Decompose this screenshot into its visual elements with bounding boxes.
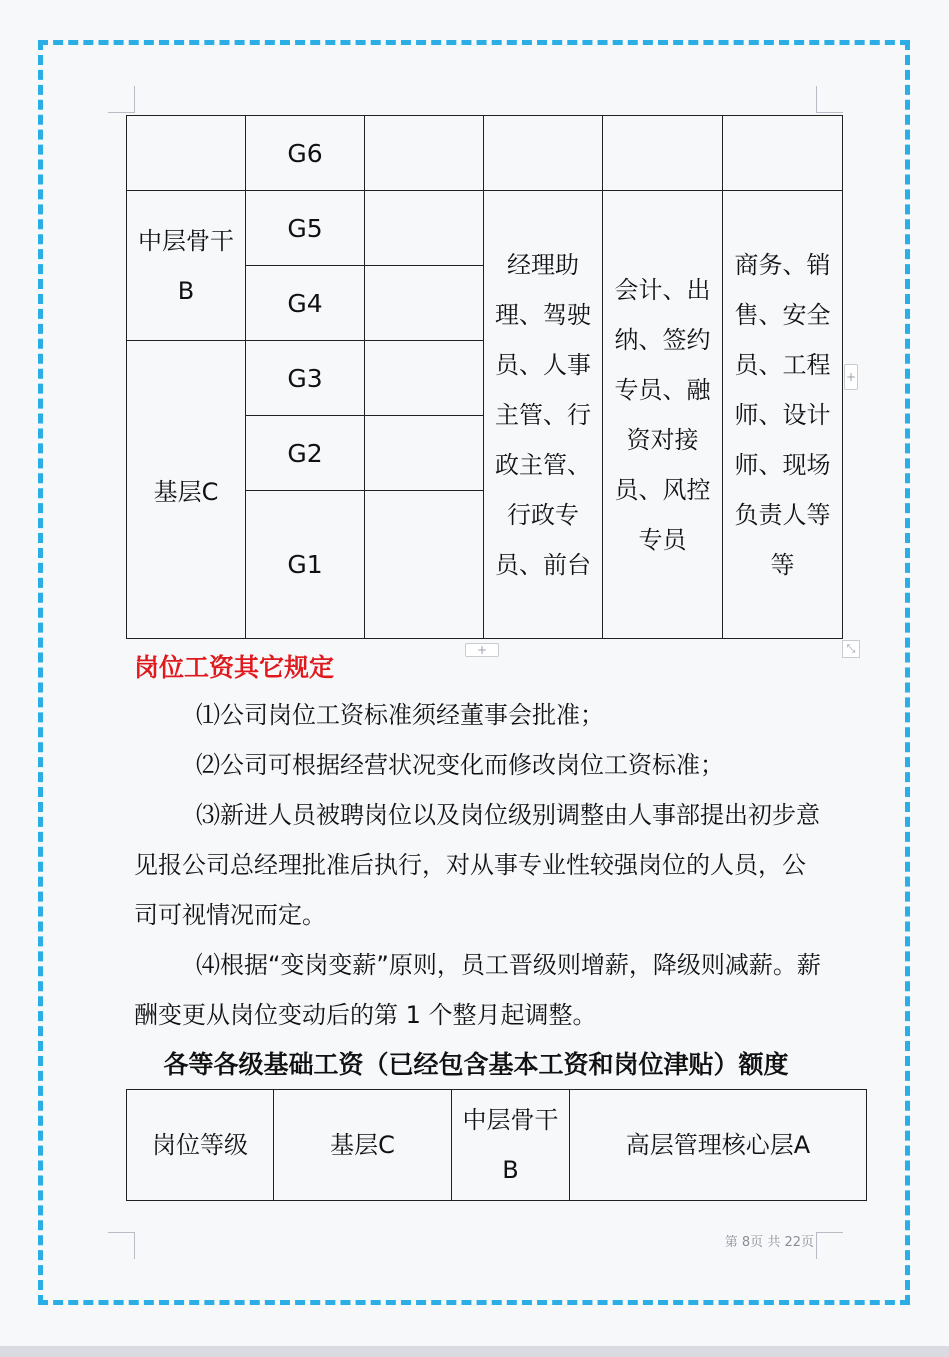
crop-mark-bottom-right <box>816 1232 843 1259</box>
positions-cell-2: 会计、出纳、签约专员、融资对接员、风控专员 <box>603 191 723 639</box>
empty-cell <box>723 116 843 191</box>
paragraph-3: ⑶新进人员被聘岗位以及岗位级别调整由人事部提出初步意见报公司总经理批准后执行，对从事专业性较强岗位的人员，公司可视情况而定。 <box>134 801 820 929</box>
grade-cell: G4 <box>246 266 365 341</box>
paragraph-2: ⑵公司可根据经营状况变化而修改岗位工资标准； <box>196 751 724 779</box>
crop-mark-top-left <box>108 86 135 113</box>
grade-table <box>126 115 843 639</box>
table-resize-handle[interactable]: ⤡ <box>842 640 860 658</box>
table-row <box>127 116 843 191</box>
positions-cell-3: 商务、销售、安全员、工程师、设计师、现场负责人等等 <box>723 191 843 639</box>
group-cell-base: 基层C <box>127 341 246 639</box>
grade-cell: G6 <box>246 116 365 191</box>
header-cell-level: 岗位等级 <box>127 1090 274 1201</box>
empty-cell <box>365 416 484 491</box>
page-number: 第 8页 共 22页 <box>724 1235 814 1250</box>
group-cell-middle: 中层骨干B <box>127 191 246 341</box>
empty-cell <box>365 266 484 341</box>
bottom-strip <box>0 1346 949 1357</box>
empty-cell <box>365 191 484 266</box>
grade-cell: G1 <box>246 491 365 639</box>
table-row <box>127 1090 867 1201</box>
salary-table <box>126 1089 867 1201</box>
empty-cell <box>484 116 603 191</box>
positions-cell-1: 经理助理、驾驶员、人事主管、行政主管、行政专员、前台 <box>484 191 603 639</box>
paragraph-1: ⑴公司岗位工资标准须经董事会批准； <box>196 701 604 729</box>
group-cell <box>127 116 246 191</box>
header-cell-middle: 中层骨干B <box>452 1090 570 1201</box>
empty-cell <box>365 116 484 191</box>
add-column-handle[interactable]: + <box>844 364 858 390</box>
crop-mark-top-right <box>816 86 843 113</box>
empty-cell <box>603 116 723 191</box>
empty-cell <box>365 341 484 416</box>
salary-table-title: 各等各级基础工资（已经包含基本工资和岗位津贴）额度 <box>163 1050 789 1079</box>
add-row-handle[interactable]: + <box>465 643 499 657</box>
table-row <box>127 191 843 266</box>
grade-cell: G2 <box>246 416 365 491</box>
header-cell-base: 基层C <box>274 1090 452 1201</box>
empty-cell <box>365 491 484 639</box>
grade-cell: G3 <box>246 341 365 416</box>
crop-mark-bottom-left <box>108 1232 135 1259</box>
section-heading: 岗位工资其它规定 <box>134 653 335 682</box>
grade-cell: G5 <box>246 191 365 266</box>
header-cell-senior: 高层管理核心层A <box>570 1090 867 1201</box>
paragraph-4: ⑷根据“变岗变薪”原则，员工晋级则增薪，降级则减薪。薪酬变更从岗位变动后的第 1 个整月起调整。 <box>134 951 821 1029</box>
